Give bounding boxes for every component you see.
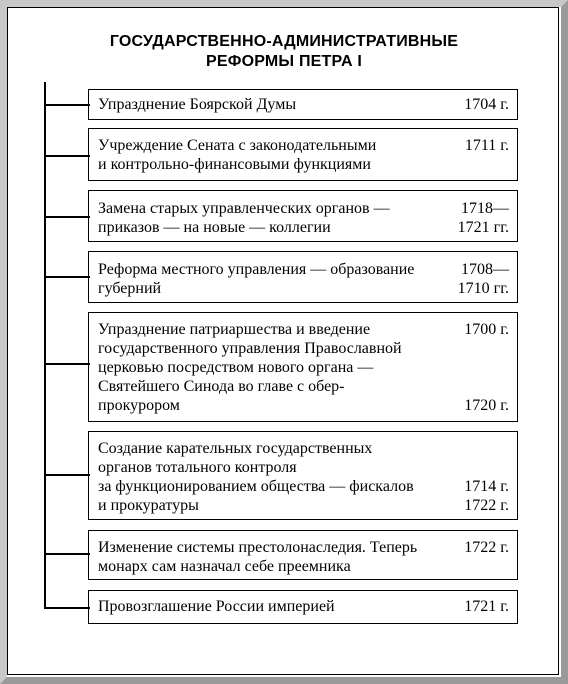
reform-date: 1708— 1710 гг. (457, 261, 509, 297)
reform-date: 1718— 1721 гг. (457, 200, 509, 236)
reform-text: Создание карательных государственных органов тотального контроля за функционированием общества — фискалов и прокуратуры (98, 440, 414, 514)
reform-box-senate (88, 128, 518, 181)
reform-box-empire (88, 590, 518, 624)
tree-trunk-line (44, 82, 46, 607)
reform-box-gubernii (88, 251, 518, 303)
title-line-1: ГОСУДАРСТВЕННО-АДМИНИСТРАТИВНЫЕ (109, 33, 459, 50)
reform-box-synod (88, 312, 518, 422)
connector-line (44, 216, 90, 218)
connector-line (44, 363, 90, 365)
reform-text: Изменение системы престолонаследия. Теперь монарх сам назначал себе преемника (98, 539, 418, 575)
reform-box-fiscals (88, 431, 518, 520)
connector-line (44, 104, 90, 106)
reform-date: 1714 г. 1722 г. (464, 478, 509, 514)
reform-box-collegia (88, 190, 518, 242)
reform-text: Провозглашение России империей (98, 598, 335, 615)
connector-line (44, 276, 90, 278)
reform-text: Учреждение Сената с законодательными и контрольно-финансовыми функциями (98, 137, 377, 173)
connector-line (44, 474, 90, 476)
connector-line (44, 155, 90, 157)
reform-date: 1700 г. (464, 321, 509, 338)
reform-date: 1721 г. (464, 598, 509, 615)
connector-line (44, 553, 90, 555)
reform-text: Упразднение Боярской Думы (98, 96, 297, 113)
reform-box-boyar-duma (88, 89, 518, 120)
reform-date: 1704 г. (464, 96, 509, 113)
title-line-2: РЕФОРМЫ ПЕТРА I (206, 53, 362, 70)
reform-text: Замена старых управленческих органов — приказов — на новые — коллегии (98, 200, 390, 236)
reform-text: Реформа местного управления — образование губерний (98, 261, 415, 297)
diagram-title (0, 32, 568, 72)
reform-date: 1711 г. (464, 137, 509, 154)
connector-line (44, 607, 90, 609)
reform-date: 1722 г. (464, 539, 509, 556)
reform-box-succession (88, 530, 518, 580)
reform-date-end: 1720 г. (464, 397, 509, 414)
reform-text: Упразднение патриаршества и введение государственного управления Православной церковью посредством нового органа — Святейшего Синода во главе с обер- прокурором (98, 321, 402, 414)
